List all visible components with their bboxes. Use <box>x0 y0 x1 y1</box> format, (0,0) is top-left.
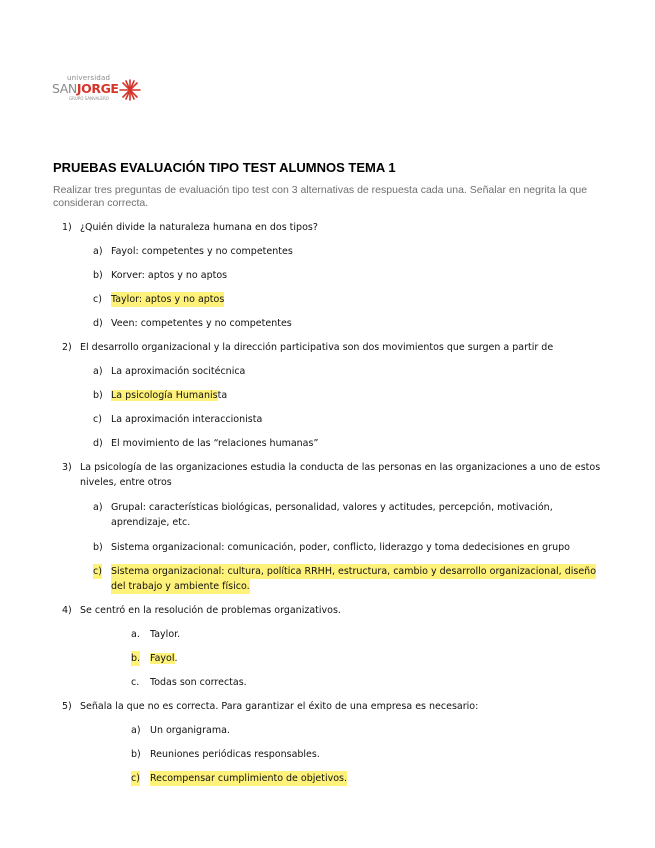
q2-b-highlight: La psicología Humanis <box>111 390 218 401</box>
q1-a-text: Fayol: competentes y no competentes <box>111 246 293 257</box>
q3-a-label: a) <box>93 502 103 513</box>
q2-d-label: d) <box>93 438 103 449</box>
university-logo <box>50 74 150 108</box>
q4-text: Se centró en la resolución de problemas organizativos. <box>80 605 341 616</box>
q1-a-label: a) <box>93 246 103 257</box>
logo-san-text: SAN <box>52 81 77 96</box>
q3-c-text-line1-correct: Sistema organizacional: cultura, política RRHH, estructura, cambio y desarrollo organizacional, diseño <box>111 566 597 577</box>
q2-b-label: b) <box>93 390 103 401</box>
q3-text-line1: La psicología de las organizaciones estudia la conducta de las personas en las organizaciones a uno de estos <box>80 462 601 473</box>
page-title: PRUEBAS EVALUACIÓN TIPO TEST ALUMNOS TEMA 1 <box>53 160 396 175</box>
q5-b-label: b) <box>131 749 141 760</box>
q2-b-rest: ta <box>217 390 228 401</box>
q3-a-text-line2: aprendizaje, etc. <box>111 517 191 528</box>
q3-text-line2: niveles, entre otros <box>80 477 172 488</box>
q1-d-text: Veen: competentes y no competentes <box>111 318 292 329</box>
q4-c-text: Todas son correctas. <box>150 677 247 688</box>
q3-number: 3) <box>62 462 72 473</box>
q1-c-label: c) <box>93 294 102 305</box>
q4-b-text-correct <box>150 651 178 666</box>
q2-c-label: c) <box>93 414 102 425</box>
q2-c-text: La aproximación interaccionista <box>111 414 263 425</box>
q4-b-highlight: Fayol <box>150 653 175 664</box>
q5-a-text: Un organigrama. <box>150 725 230 736</box>
q1-b-text: Korver: aptos y no aptos <box>111 270 228 281</box>
logo-star-icon <box>118 78 142 102</box>
logo-name <box>52 81 119 96</box>
q2-text: El desarrollo organizacional y la dirección participativa son dos movimientos que surgen a partir de <box>80 342 554 353</box>
q3-b-text: Sistema organizacional: comunicación, poder, conflicto, liderazgo y toma dedecisiones en grupo <box>111 542 570 553</box>
q5-b-text: Reuniones periódicas responsables. <box>150 749 320 760</box>
q1-number: 1) <box>62 222 72 233</box>
q3-b-label: b) <box>93 542 103 553</box>
logo-jorge-text: JORGE <box>76 81 119 96</box>
q4-a-text: Taylor. <box>150 629 181 640</box>
q5-c-label: c) <box>131 773 140 784</box>
q5-c-text-correct: Recompensar cumplimiento de objetivos. <box>150 773 348 784</box>
q5-a-label: a) <box>131 725 141 736</box>
intro-paragraph: Realizar tres preguntas de evaluación tipo test con 3 alternativas de respuesta cada una. Señalar en negrita la que consideran correcta. <box>53 184 588 209</box>
q4-number: 4) <box>62 605 72 616</box>
q1-text: ¿Quién divide la naturaleza humana en dos tipos? <box>80 222 318 233</box>
q1-c-text-correct: Taylor: aptos y no aptos <box>111 294 225 305</box>
q4-c-label: c. <box>131 677 140 688</box>
q4-a-label: a. <box>131 629 140 640</box>
q4-b-rest: . <box>174 653 178 664</box>
q3-a-text-line1: Grupal: características biológicas, personalidad, valores y actitudes, percepción, motivación, <box>111 502 553 513</box>
logo-subtitle: GRUPO SANVALERO <box>69 96 109 101</box>
q4-b-label: b. <box>131 653 141 664</box>
q3-c-text-line2-correct: del trabajo y ambiente físico. <box>111 581 250 592</box>
q2-a-text: La aproximación socitécnica <box>111 366 246 377</box>
q2-number: 2) <box>62 342 72 353</box>
q2-b-text-correct <box>111 388 227 403</box>
q3-c-label: c) <box>93 566 102 577</box>
q1-d-label: d) <box>93 318 103 329</box>
q5-text: Señala la que no es correcta. Para garantizar el éxito de una empresa es necesario: <box>80 701 479 712</box>
logo-universidad-text: universidad <box>67 74 111 82</box>
q2-d-text: El movimiento de las “relaciones humanas” <box>111 438 319 449</box>
q5-number: 5) <box>62 701 72 712</box>
q1-b-label: b) <box>93 270 103 281</box>
q2-a-label: a) <box>93 366 103 377</box>
